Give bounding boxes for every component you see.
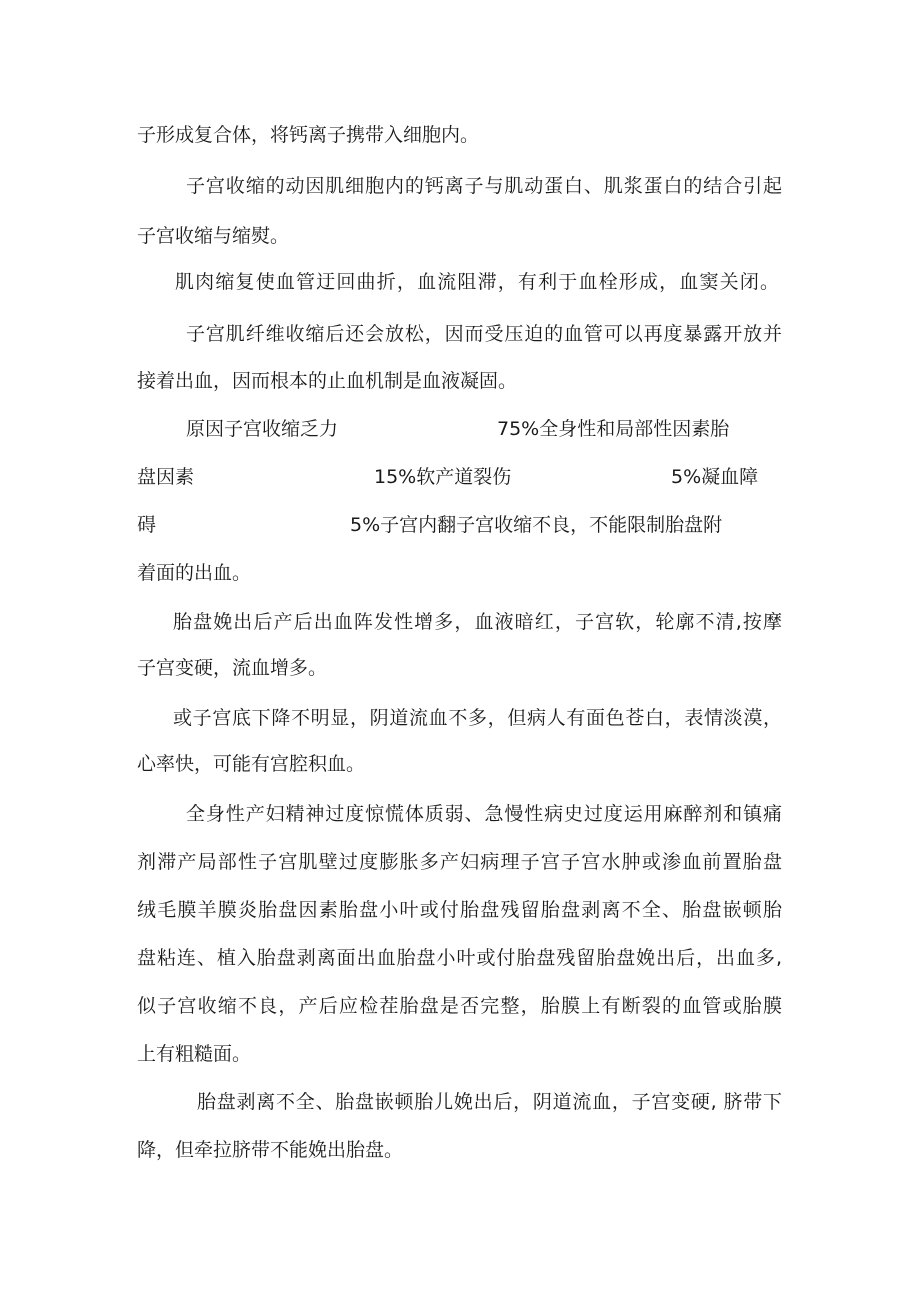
causes-row-2-value: 15%软产道裂伤	[374, 466, 512, 488]
paragraph-6-line-2: 心率快，可能有宫腔积血。	[137, 753, 366, 775]
paragraph-7-line-3: 绒毛膜羊膜炎胎盘因素胎盘小叶或付胎盘残留胎盘剥离不全、胎盘嵌顿胎	[137, 899, 782, 921]
causes-row-2-extra: 5%凝血障	[671, 466, 759, 488]
causes-row-1-value: 75%全身性和局部性因素胎	[497, 418, 730, 440]
causes-row-2-label: 盘因素	[137, 466, 195, 488]
causes-row-4: 着面的出血。	[137, 562, 252, 584]
paragraph-6-line-1: 或子宫底下降不明显，阴道流血不多，但病人有面色苍白，表情淡漠，	[173, 707, 782, 729]
paragraph-7-line-5: 似子宫收缩不良，产后应检茬胎盘是否完整，胎膜上有断裂的血管或胎膜	[137, 995, 782, 1017]
paragraph-8-line-2: 降，但牵拉脐带不能娩出胎盘。	[137, 1139, 404, 1161]
paragraph-3-line-1: 肌肉缩复使血管迂回曲折，血流阻滞，有利于血栓形成，血窦关闭。	[175, 271, 779, 293]
paragraph-8-line-1: 胎盘剥离不全、胎盘嵌顿胎儿娩出后，阴道流血，子宫变硬, 脐带下	[197, 1091, 782, 1113]
causes-row-3-label: 碍	[137, 514, 157, 536]
paragraph-2-line-2: 子宫收缩与缩熨。	[137, 225, 290, 247]
causes-row-1-label: 原因子宫收缩乏力	[186, 418, 339, 440]
paragraph-4-line-1: 子宫肌纤维收缩后还会放松，因而受压迫的血管可以再度暴露开放并	[186, 323, 782, 345]
paragraph-7-line-1: 全身性产妇精神过度惊慌体质弱、急慢性病史过度运用麻醉剂和镇痛	[186, 803, 782, 825]
paragraph-7-line-6: 上有粗糙面。	[137, 1043, 252, 1065]
paragraph-7-line-2: 剂滞产局部性子宫肌壁过度膨胀多产妇病理子宫子宫水肿或渗血前置胎盘	[137, 851, 782, 873]
causes-row-3-value: 5%子宫内翻子宫收缩不良，不能限制胎盘附	[350, 514, 723, 536]
paragraph-4-line-2: 接着出血，因而根本的止血机制是血液凝固。	[137, 370, 518, 392]
paragraph-7-line-4: 盘粘连、植入胎盘剥离面出血胎盘小叶或付胎盘残留胎盘娩出后，出血多,	[137, 947, 782, 969]
paragraph-2-line-1: 子宫收缩的动因肌细胞内的钙离子与肌动蛋白、肌浆蛋白的结合引起	[186, 175, 782, 197]
paragraph-5-line-1: 胎盘娩出后产后出血阵发性增多，血液暗红，子宫软，轮廓不清,按摩	[173, 611, 782, 633]
paragraph-5-line-2: 子宫变硬，流血增多。	[137, 657, 328, 679]
paragraph-1-line-1: 子形成复合体，将钙离子携带入细胞内。	[137, 124, 480, 146]
